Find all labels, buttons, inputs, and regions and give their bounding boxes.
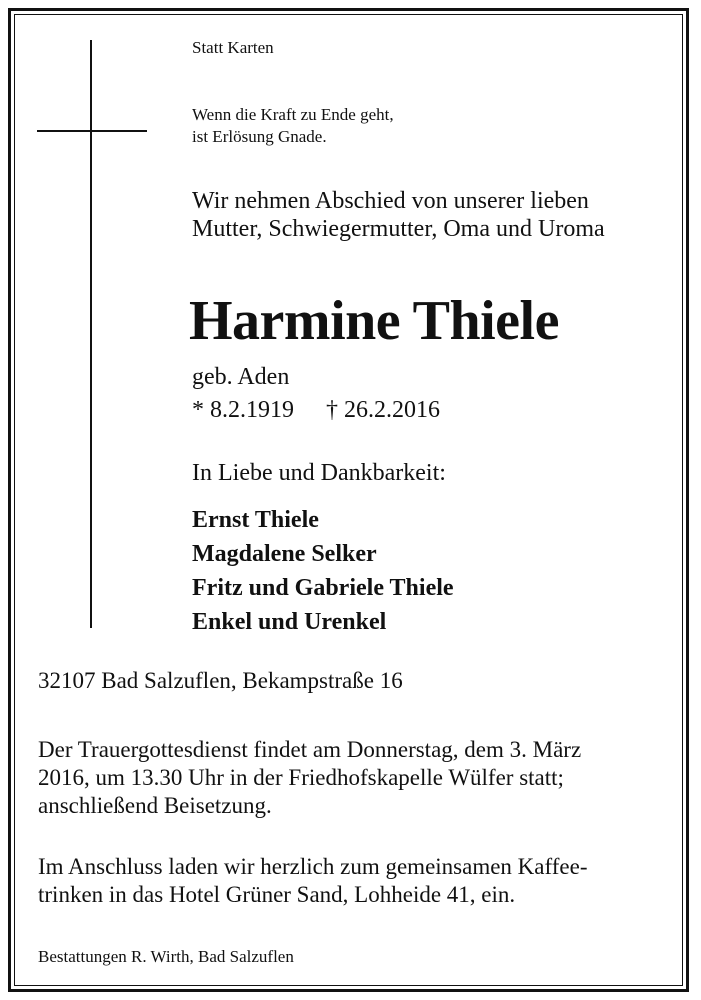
mourner-name: Fritz und Gabriele Thiele bbox=[192, 575, 454, 601]
mourners-list bbox=[192, 503, 454, 639]
invitation bbox=[38, 853, 587, 909]
mourner-name: Enkel und Urenkel bbox=[192, 609, 387, 635]
service-line-3: anschließend Beisetzung. bbox=[38, 793, 272, 818]
address: 32107 Bad Salzuflen, Bekampstraße 16 bbox=[38, 668, 403, 693]
death-date: † 26.2.2016 bbox=[326, 397, 440, 423]
mourners-intro: In Liebe und Dankbarkeit: bbox=[192, 460, 446, 486]
mourner-name: Magdalene Selker bbox=[192, 541, 377, 567]
cross-icon-horizontal bbox=[37, 130, 147, 132]
funeral-home: Bestattungen R. Wirth, Bad Salzuflen bbox=[38, 947, 294, 966]
invitation-line-2: trinken in das Hotel Grüner Sand, Lohheide 41, ein. bbox=[38, 882, 516, 907]
birth-date: * 8.2.1919 bbox=[192, 397, 294, 423]
service-line-2: 2016, um 13.30 Uhr in der Friedhofskapelle Wülfer statt; bbox=[38, 765, 564, 790]
invitation-line-1: Im Anschluss laden wir herzlich zum gemeinsamen Kaffee- bbox=[38, 854, 588, 879]
maiden-name: geb. Aden bbox=[192, 364, 290, 390]
service-line-1: Der Trauergottesdienst findet am Donnerstag, dem 3. März bbox=[38, 737, 582, 762]
statt-karten: Statt Karten bbox=[192, 38, 274, 57]
quote-line-2: ist Erlösung Gnade. bbox=[192, 127, 327, 146]
announcement-line-1: Wir nehmen Abschied von unserer lieben bbox=[192, 188, 589, 214]
cross-icon-vertical bbox=[90, 40, 92, 628]
deceased-name: Harmine Thiele bbox=[189, 290, 559, 352]
quote bbox=[192, 104, 394, 148]
announcement bbox=[192, 187, 605, 243]
mourner-name: Ernst Thiele bbox=[192, 507, 319, 533]
inner-border bbox=[14, 14, 683, 986]
service-info bbox=[38, 736, 581, 820]
announcement-line-2: Mutter, Schwiegermutter, Oma und Uroma bbox=[192, 216, 605, 242]
quote-line-1: Wenn die Kraft zu Ende geht, bbox=[192, 105, 394, 124]
